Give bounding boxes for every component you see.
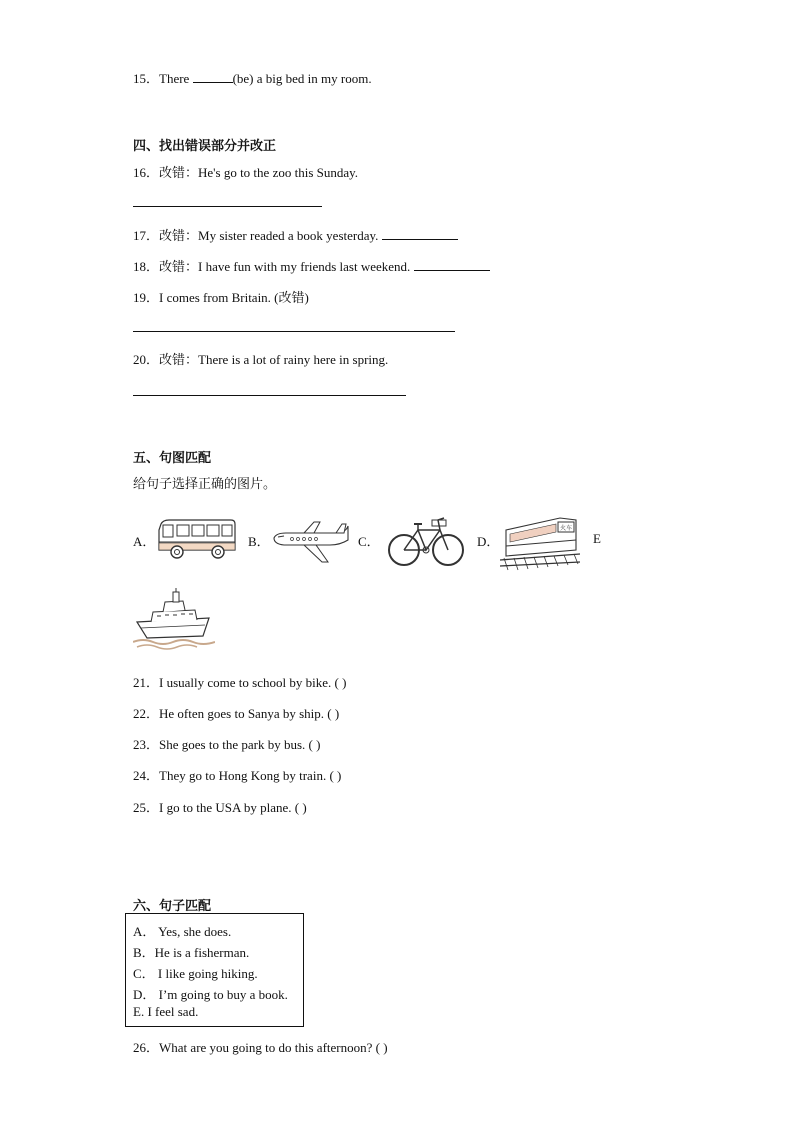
question-number: 17．	[133, 228, 160, 243]
answer-blank[interactable]	[193, 70, 233, 83]
option-label-d: D．	[477, 534, 500, 549]
section-5-instruction: 给句子选择正确的图片。	[133, 477, 277, 492]
question-text: 改错：My sister readed a book yesterday.	[159, 228, 382, 243]
option-e: E. I feel sad.	[133, 1004, 199, 1019]
option-label-a: A．	[133, 534, 156, 549]
question-22	[133, 703, 339, 722]
question-25	[133, 797, 307, 816]
question-text: I usually come to school by bike. ( )	[159, 675, 347, 690]
question-17	[133, 225, 458, 244]
question-text: He often goes to Sanya by ship. ( )	[159, 706, 340, 721]
answer-blank[interactable]	[414, 258, 490, 271]
section-5-title: 五、句图匹配	[133, 451, 212, 466]
question-text: 改错：I have fun with my friends last weekend.	[159, 259, 414, 274]
question-number: 25．	[133, 800, 160, 815]
question-number: 15．	[133, 71, 160, 86]
option-c: C． I like going hiking.	[133, 966, 258, 981]
option-d: D． I’m going to buy a book.	[133, 987, 288, 1002]
bike-icon	[386, 514, 466, 568]
option-a: A． Yes, she does.	[133, 924, 232, 939]
question-16	[133, 162, 358, 181]
answer-blank[interactable]	[382, 227, 458, 240]
question-number: 21．	[133, 675, 160, 690]
question-text: 改错：There is a lot of rainy here in spring.	[159, 352, 389, 367]
question-20	[133, 349, 388, 368]
question-18	[133, 256, 490, 275]
train-icon	[500, 512, 580, 572]
question-text: I go to the USA by plane. ( )	[159, 800, 307, 815]
question-19	[133, 287, 309, 306]
answer-line-16[interactable]	[133, 206, 322, 207]
question-number: 20．	[133, 352, 160, 367]
ship-icon	[133, 588, 215, 650]
question-text-pre: There	[159, 71, 193, 86]
answer-line-19[interactable]	[133, 331, 455, 332]
section-6-title: 六、句子匹配	[133, 899, 212, 914]
question-number: 23．	[133, 737, 160, 752]
question-23	[133, 734, 320, 753]
option-b: B．He is a fisherman.	[133, 945, 250, 960]
question-number: 16．	[133, 165, 160, 180]
question-text: 改错：He's go to the zoo this Sunday.	[159, 165, 359, 180]
question-24	[133, 765, 341, 784]
option-label-c: C．	[358, 534, 380, 549]
question-number: 19．	[133, 290, 160, 305]
options-box	[125, 913, 304, 1027]
question-number: 26．	[133, 1040, 160, 1055]
question-text: I comes from Britain. (改错)	[159, 290, 309, 305]
train-sign: 火车	[560, 525, 573, 532]
question-15	[133, 68, 372, 87]
option-label-e: E	[593, 531, 601, 546]
question-text: She goes to the park by bus. ( )	[159, 737, 321, 752]
question-number: 24．	[133, 768, 160, 783]
question-21	[133, 672, 346, 691]
question-26	[133, 1037, 388, 1056]
question-number: 18．	[133, 259, 160, 274]
question-text: What are you going to do this afternoon? ( )	[159, 1040, 388, 1055]
answer-line-20[interactable]	[133, 395, 406, 396]
question-number: 22．	[133, 706, 160, 721]
option-label-b: B．	[248, 534, 270, 549]
plane-icon	[270, 518, 350, 566]
section-4-title: 四、找出错误部分并改正	[133, 139, 277, 154]
question-text-post: (be) a big bed in my room.	[232, 71, 372, 86]
question-text: They go to Hong Kong by train. ( )	[159, 768, 342, 783]
bus-icon	[155, 518, 237, 560]
